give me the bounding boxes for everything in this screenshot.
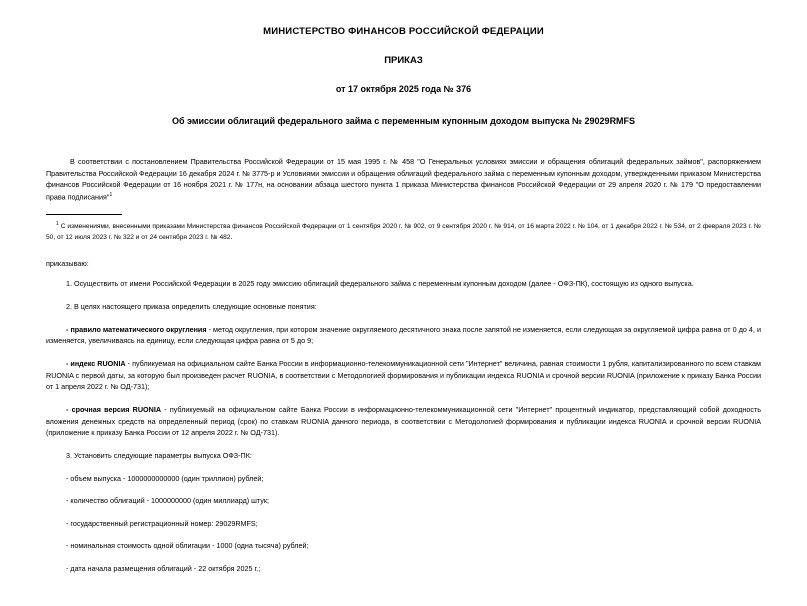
order-word: приказываю:	[46, 259, 89, 269]
page-title: МИНИСТЕРСТВО ФИНАНСОВ РОССИЙСКОЙ ФЕДЕРАЦИИ	[263, 26, 544, 37]
item-3: 3. Установить следующие параметры выпуска ОФЗ-ПК:	[66, 450, 252, 460]
document-subject: Об эмиссии облигаций федерального займа с переменным купонным доходом выпуска № 29029RMFS	[171, 116, 636, 126]
preamble-paragraph	[46, 156, 761, 203]
parameter-issue-volume: - объем выпуска - 1000000000000 (один триллион) рублей;	[66, 473, 264, 483]
preamble-text: В соответствии с постановлением Правительства Российской Федерации от 15 мая 1995 г. № 458 "О Генеральных условиях эмиссии и обращения облигаций федеральных займов", распоряжением Правительства Российской Федерации 16 декабря 2024 г. № 3775-р и Условиями эмиссии и обращения облигаций федерального займа с переменным купонным доходом, утвержденными приказом Министерства финансов Российской Федерации от 16 ноября 2021 г. № 177н, на основании абзаца шестого пункта 1 приказа Министерства финансов Российской Федерации от 29 апреля 2020 г. № 179 "О предоставлении права подписания"	[46, 157, 761, 202]
footnote-divider	[46, 214, 122, 215]
definition-text: - публикуемая на официальном сайте Банка России в информационно-телекоммуникационной сети "Интернет" величина, равная стоимости 1 рубля, капитализированного по всем ставкам RUONIA с первой даты, за которую был произведен расчет RUONIA, в соответствии с Методологией формирования и публикации индекса RUONIA и срочной версии RUONIA (приложение к приказу Банка России от 1 апреля 2022 г. № ОД-731);	[46, 358, 761, 392]
definition-term: - срочная версия RUONIA	[66, 404, 162, 414]
definition-ruonia-index	[46, 358, 761, 393]
definition-text: - метод округления, при котором значение округляемого десятичного знака после запятой не изменяется, если следующая за округляемой цифра равна от 0 до 4, и изменяется, увеличиваясь на единицу, если следующая цифра равна от 5 до 9;	[46, 324, 761, 346]
document-date-number: от 17 октября 2025 года № 376	[335, 84, 472, 94]
footnote-text: С изменениями, внесенными приказами Министерства финансов Российской Федерации от 1 сентября 2020 г. № 902, от 9 сентября 2020 г. № 914, от 16 марта 2022 г. № 104, от 1 декабря 2022 г. № 534, от 2 февраля 2023 г. № 50, от 12 июля 2023 г. № 322 и от 24 сентября 2023 г. № 482.	[46, 223, 761, 241]
definition-ruonia-term-version	[46, 404, 761, 439]
definition-term: - правило математического округления	[66, 324, 207, 334]
preamble-footnote-marker: 1	[109, 191, 113, 198]
parameter-placement-start-date: - дата начала размещения облигаций - 22 октября 2025 г.;	[66, 564, 261, 574]
item-1: 1. Осуществить от имени Российской Федерации в 2025 году эмиссию облигаций федерального займа с переменным купонным доходом (далее - ОФЗ-ПК), состоящую из одного выпуска.	[66, 279, 694, 289]
footnote	[46, 220, 761, 243]
definition-term: - индекс RUONIA	[66, 358, 126, 368]
parameter-nominal-value: - номинальная стоимость одной облигации - 1000 (одна тысяча) рублей;	[66, 541, 309, 551]
parameter-bond-count: - количество облигаций - 1000000000 (один миллиард) штук;	[66, 496, 270, 506]
parameter-registration-number: - государственный регистрационный номер: 29029RMFS;	[66, 518, 258, 528]
item-2: 2. В целях настоящего приказа определить следующие основные понятия:	[66, 301, 317, 311]
definition-rounding-rule	[46, 324, 761, 347]
document-kind: ПРИКАЗ	[384, 55, 423, 66]
footnote-marker: 1	[56, 221, 59, 228]
definition-text: - публикуемый на официальном сайте Банка России в информационно-телекоммуникационной сети "Интернет" процентный индикатор, представляющий собой доходность вложения денежных средств на определенный период (срок) по ставкам RUONIA данного периода, в соответствии с Методологией формирования и публикации индекса RUONIA и срочной версии RUONIA (приложение к приказу Банка России от 12 апреля 2022 г. № ОД-731).	[46, 404, 761, 438]
